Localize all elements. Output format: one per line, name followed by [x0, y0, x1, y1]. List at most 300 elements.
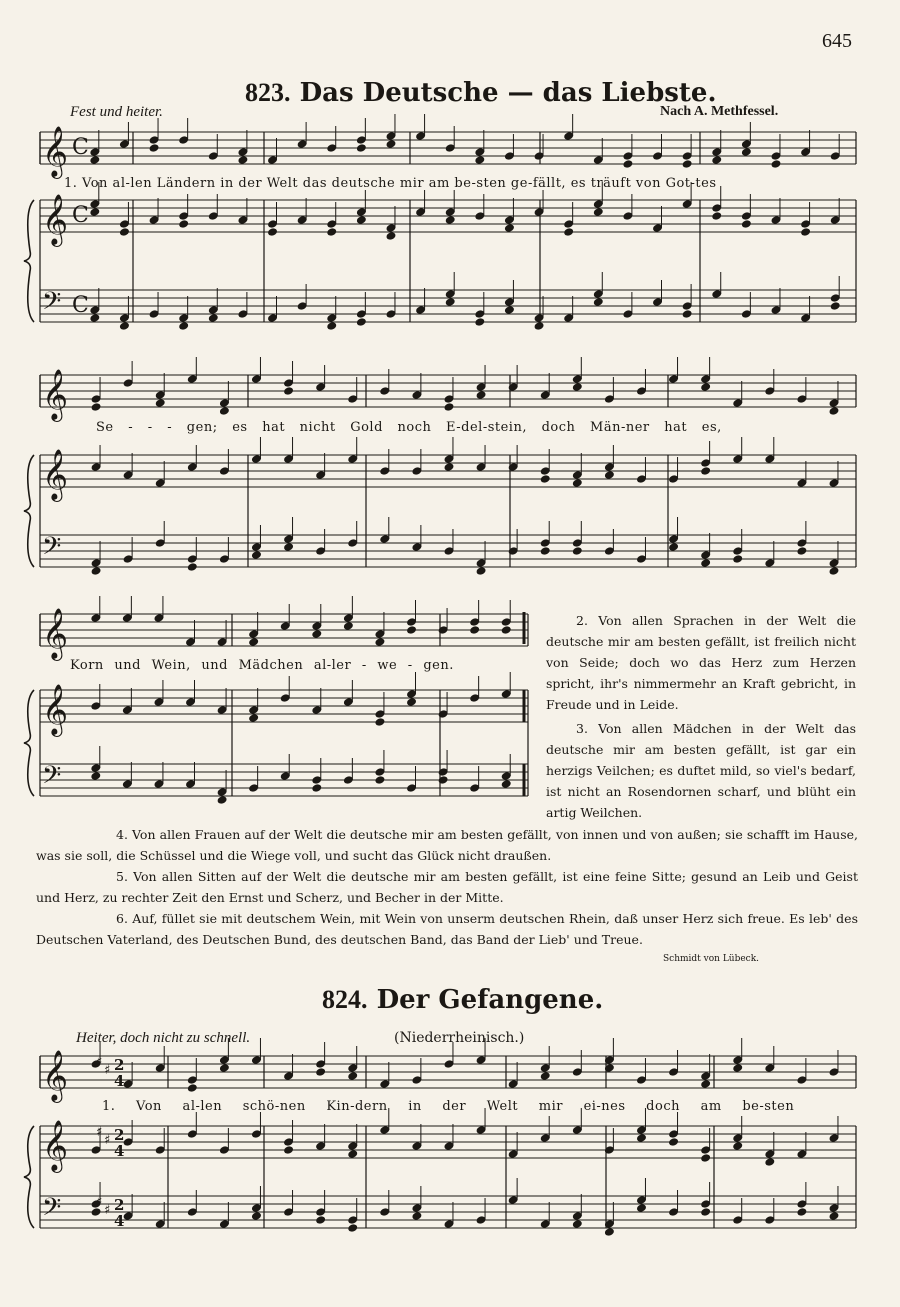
- note: [380, 535, 390, 544]
- note: [829, 1068, 839, 1077]
- note: [534, 152, 544, 161]
- note: [830, 302, 840, 311]
- note: [636, 555, 646, 564]
- note: [636, 1076, 646, 1085]
- note: [504, 152, 514, 161]
- note: [356, 216, 366, 225]
- note: [669, 1208, 679, 1217]
- song-824-lyrics-line-1: 1. Von al-len schö-nen Kin-dern in der Welt mir ei-nes doch am be-sten: [102, 1099, 795, 1114]
- note: [90, 148, 100, 157]
- note: [208, 314, 218, 323]
- note: [187, 1208, 197, 1217]
- note: [123, 1138, 133, 1147]
- note: [829, 559, 839, 568]
- note: [356, 136, 366, 145]
- note: [219, 1056, 229, 1065]
- note: [375, 710, 385, 719]
- note: [187, 375, 197, 384]
- note: [91, 702, 101, 711]
- note: [476, 1216, 486, 1225]
- note: [771, 306, 781, 315]
- note: [572, 539, 582, 548]
- note: [316, 547, 326, 556]
- note: [284, 535, 294, 544]
- note: [219, 1220, 229, 1229]
- note: [712, 156, 722, 165]
- note: [476, 391, 486, 400]
- note: [316, 1142, 326, 1151]
- note: [284, 379, 294, 388]
- note: [386, 310, 396, 319]
- note: [733, 555, 743, 564]
- note: [504, 306, 514, 315]
- note: [348, 395, 358, 404]
- note: [123, 471, 133, 480]
- time-signature-top: 2: [114, 1196, 125, 1214]
- note: [682, 160, 692, 169]
- note: [327, 314, 337, 323]
- note: [238, 216, 248, 225]
- key-signature-sharp: ♯: [96, 1055, 103, 1070]
- note: [476, 1126, 486, 1135]
- note: [249, 638, 259, 647]
- note: [90, 314, 100, 323]
- note: [91, 772, 101, 781]
- bass-clef: 𝄢: [42, 287, 62, 322]
- note: [733, 1134, 743, 1143]
- note: [251, 543, 261, 552]
- note: [765, 387, 775, 396]
- note: [316, 1068, 326, 1077]
- note: [797, 539, 807, 548]
- song-824-tempo: Heiter, doch nicht zu schnell.: [76, 1030, 251, 1046]
- note: [572, 547, 582, 556]
- note: [90, 306, 100, 315]
- note: [348, 1216, 358, 1225]
- note: [238, 156, 248, 165]
- note: [701, 459, 711, 468]
- note: [540, 1064, 550, 1073]
- note: [572, 1068, 582, 1077]
- note: [249, 784, 259, 793]
- note: [297, 216, 307, 225]
- note: [356, 318, 366, 327]
- system-brace: [24, 1126, 34, 1228]
- note: [91, 567, 101, 576]
- note: [830, 294, 840, 303]
- note: [416, 306, 426, 315]
- time-signature-top: 2: [114, 1126, 125, 1144]
- note: [604, 547, 614, 556]
- treble-clef: 𝄞: [42, 369, 69, 420]
- note: [386, 232, 396, 241]
- note: [119, 220, 129, 229]
- note: [179, 322, 189, 331]
- key-signature-sharp: ♯: [104, 1133, 111, 1148]
- note: [284, 543, 294, 552]
- time-signature-common: C: [72, 203, 89, 228]
- note: [540, 391, 550, 400]
- note: [741, 212, 751, 221]
- note: [636, 475, 646, 484]
- note: [375, 718, 385, 727]
- note: [669, 1130, 679, 1139]
- note: [155, 1220, 165, 1229]
- note: [829, 1134, 839, 1143]
- note: [701, 1072, 711, 1081]
- note: [444, 1142, 454, 1151]
- note: [801, 228, 811, 237]
- note: [327, 228, 337, 237]
- song-823-author: Schmidt von Lübeck.: [663, 954, 760, 964]
- note: [348, 1150, 358, 1159]
- note: [386, 224, 396, 233]
- note: [90, 208, 100, 217]
- note: [122, 780, 132, 789]
- note: [356, 310, 366, 319]
- note: [444, 463, 454, 472]
- note: [445, 298, 455, 307]
- note: [701, 1080, 711, 1089]
- note: [348, 539, 358, 548]
- note: [316, 1208, 326, 1217]
- song-823-full-verses: [36, 824, 858, 950]
- note: [604, 463, 614, 472]
- note: [669, 375, 679, 384]
- note: [416, 208, 426, 217]
- note: [765, 455, 775, 464]
- note: [90, 200, 100, 209]
- note: [797, 1200, 807, 1209]
- note: [375, 776, 385, 785]
- note: [701, 375, 711, 384]
- treble-clef: 𝄞: [42, 684, 69, 735]
- time-signature-common: C: [72, 135, 89, 160]
- song-824-number: 824.: [322, 985, 368, 1014]
- note: [187, 1084, 197, 1093]
- note: [444, 1220, 454, 1229]
- note: [155, 539, 165, 548]
- note: [669, 475, 679, 484]
- note: [187, 1130, 197, 1139]
- note: [186, 780, 196, 789]
- note: [412, 1204, 422, 1213]
- note: [343, 622, 353, 631]
- note: [251, 1212, 261, 1221]
- note: [733, 455, 743, 464]
- note: [540, 1134, 550, 1143]
- note: [219, 407, 229, 416]
- note: [771, 160, 781, 169]
- note: [380, 387, 390, 396]
- note: [501, 690, 511, 699]
- note: [412, 1212, 422, 1221]
- note: [733, 547, 743, 556]
- verse-4: 4. Von allen Frauen auf der Welt die deutsche mir am besten gefällt, von innen und von außen; sie schafft im Hause, was sie soll, die Schüssel und die Wiege voll, und sucht das Glück nicht draußen.: [36, 827, 858, 863]
- note: [407, 690, 417, 699]
- note: [219, 555, 229, 564]
- note: [91, 463, 101, 472]
- note: [830, 216, 840, 225]
- note: [268, 220, 278, 229]
- note: [733, 1064, 743, 1073]
- note: [797, 1208, 807, 1217]
- note: [636, 387, 646, 396]
- note: [444, 455, 454, 464]
- note: [91, 614, 101, 623]
- system-brace: [24, 690, 34, 796]
- note: [312, 706, 322, 715]
- note: [771, 216, 781, 225]
- note: [155, 1146, 165, 1155]
- treble-clef: 𝄞: [42, 126, 69, 177]
- note: [90, 156, 100, 165]
- note: [593, 298, 603, 307]
- note: [829, 1204, 839, 1213]
- note: [701, 383, 711, 392]
- note: [765, 559, 775, 568]
- note: [701, 1146, 711, 1155]
- note: [356, 144, 366, 153]
- note: [312, 622, 322, 631]
- song-823-tempo: Fest und heiter.: [70, 104, 163, 120]
- note: [380, 467, 390, 476]
- note: [797, 479, 807, 488]
- note: [375, 768, 385, 777]
- note: [155, 391, 165, 400]
- note: [316, 1060, 326, 1069]
- note: [155, 479, 165, 488]
- note: [119, 228, 129, 237]
- note: [380, 1126, 390, 1135]
- note: [593, 208, 603, 217]
- note: [593, 156, 603, 165]
- key-signature-sharp: ♯: [104, 1203, 111, 1218]
- treble-clef: 𝄞: [42, 608, 69, 659]
- note: [297, 140, 307, 149]
- note: [475, 148, 485, 157]
- note: [701, 1200, 711, 1209]
- note: [348, 455, 358, 464]
- note: [348, 1072, 358, 1081]
- note: [653, 298, 663, 307]
- note: [540, 467, 550, 476]
- time-signature-top: 2: [114, 1056, 125, 1074]
- time-signature-bottom: 4: [114, 1142, 125, 1160]
- note: [501, 772, 511, 781]
- note: [475, 310, 485, 319]
- note: [765, 1150, 775, 1159]
- treble-clef: 𝄞: [42, 194, 69, 245]
- note: [572, 1126, 582, 1135]
- note: [123, 555, 133, 564]
- note: [741, 310, 751, 319]
- note: [208, 152, 218, 161]
- note: [316, 471, 326, 480]
- note: [733, 1056, 743, 1065]
- note: [249, 630, 259, 639]
- note: [636, 1126, 646, 1135]
- note: [380, 1208, 390, 1217]
- note: [829, 1212, 839, 1221]
- song-824-heading: [322, 985, 603, 1015]
- note: [386, 132, 396, 141]
- note: [217, 796, 227, 805]
- bass-clef: 𝄢: [42, 532, 62, 567]
- note: [476, 383, 486, 392]
- note: [797, 395, 807, 404]
- note: [251, 375, 261, 384]
- note: [534, 322, 544, 331]
- note: [187, 463, 197, 472]
- note: [653, 224, 663, 233]
- note: [712, 212, 722, 221]
- note: [219, 467, 229, 476]
- verse-6: 6. Auf, füllet sie mit deutschem Wein, mit Wein von unserm deutschen Rhein, daß unser Herz sich freue. Es leb' des Deutschen Vaterland, des Deutschen Bund, des deutschen Band, das Band der Lieb' und Treue.: [36, 911, 858, 947]
- verse-2: 2. Von allen Sprachen in der Welt die deutsche mir am besten gefällt, ist freilich nicht von Seide; doch wo das Herz zum Herzen spricht, ihr's nimmermehr an Kraft gebricht, in Freude und in Leide.: [546, 613, 856, 712]
- note: [653, 152, 663, 161]
- note: [251, 1056, 261, 1065]
- note: [149, 310, 159, 319]
- note: [623, 152, 633, 161]
- note: [407, 618, 417, 627]
- note: [712, 204, 722, 213]
- note: [179, 136, 189, 145]
- note: [119, 140, 129, 149]
- note: [712, 290, 722, 299]
- note: [572, 1212, 582, 1221]
- verse-3: 3. Von allen Mädchen in der Welt das deutsche mir am besten gefällt, ist gar ein herzigs Veilchen; es duftet mild, so viel's bedarf, ist nicht an Rosendornen scharf, und blüht ein artig Weilchen.: [546, 721, 856, 820]
- note: [829, 399, 839, 408]
- song-823-lyrics-line-1: 1. Von al-len Ländern in der Welt das deutsche mir am be-sten ge-fällt, es träuft von Got-tes: [64, 176, 717, 191]
- note: [343, 614, 353, 623]
- time-signature-bottom: 4: [114, 1212, 125, 1230]
- note: [186, 638, 196, 647]
- note: [476, 1056, 486, 1065]
- note: [348, 1224, 358, 1233]
- note: [444, 547, 454, 556]
- note: [501, 626, 511, 635]
- note: [504, 216, 514, 225]
- note: [155, 1064, 165, 1073]
- note: [280, 694, 290, 703]
- note: [219, 1146, 229, 1155]
- note: [623, 212, 633, 221]
- note: [179, 220, 189, 229]
- note: [386, 140, 396, 149]
- note: [219, 1064, 229, 1073]
- note: [534, 208, 544, 217]
- song-824-origin: (Niederrheinisch.): [394, 1030, 525, 1046]
- note: [801, 314, 811, 323]
- note: [712, 148, 722, 157]
- note: [470, 618, 480, 627]
- note: [508, 1196, 518, 1205]
- note: [801, 148, 811, 157]
- note: [540, 475, 550, 484]
- note: [830, 152, 840, 161]
- note: [829, 479, 839, 488]
- note: [733, 399, 743, 408]
- note: [187, 1076, 197, 1085]
- note: [572, 375, 582, 384]
- note: [475, 156, 485, 165]
- note: [444, 1060, 454, 1069]
- song-823-lyrics-line-3: Korn und Wein, und Mädchen al-ler - we - gen.: [70, 658, 454, 673]
- note: [208, 212, 218, 221]
- note: [470, 626, 480, 635]
- key-signature-sharp: ♯: [96, 1195, 103, 1210]
- verse-5: 5. Von allen Sitten auf der Welt die deutsche mir am besten gefällt, ist eine feine Sitte; gesund an Leib und Geist und Herz, zu rechter Zeit den Ernst und Scherz, und Becher in der Mitte.: [36, 869, 858, 905]
- note: [445, 144, 455, 153]
- note: [669, 543, 679, 552]
- note: [412, 467, 422, 476]
- note: [187, 563, 197, 572]
- bass-clef: 𝄢: [42, 1193, 62, 1228]
- note: [284, 1072, 294, 1081]
- note: [797, 1076, 807, 1085]
- note: [444, 395, 454, 404]
- note: [149, 144, 159, 153]
- note: [251, 1130, 261, 1139]
- note: [470, 694, 480, 703]
- note: [412, 391, 422, 400]
- note: [284, 1146, 294, 1155]
- note: [238, 310, 248, 319]
- note: [208, 306, 218, 315]
- note: [741, 220, 751, 229]
- note: [636, 1196, 646, 1205]
- note: [501, 618, 511, 627]
- note: [327, 322, 337, 331]
- note: [123, 379, 133, 388]
- note: [316, 1216, 326, 1225]
- note: [268, 314, 278, 323]
- note: [701, 467, 711, 476]
- note: [268, 156, 278, 165]
- note: [343, 698, 353, 707]
- note: [280, 772, 290, 781]
- note: [534, 314, 544, 323]
- song-823-number: 823.: [245, 78, 291, 107]
- note: [238, 148, 248, 157]
- note: [312, 784, 322, 793]
- note: [219, 399, 229, 408]
- note: [154, 780, 164, 789]
- bass-clef: 𝄢: [42, 761, 62, 796]
- note: [604, 395, 614, 404]
- note: [801, 220, 811, 229]
- note: [669, 1138, 679, 1147]
- note: [508, 1080, 518, 1089]
- note: [623, 310, 633, 319]
- note: [407, 784, 417, 793]
- note: [327, 144, 337, 153]
- note: [504, 224, 514, 233]
- note: [445, 216, 455, 225]
- note: [91, 403, 101, 412]
- note: [797, 1150, 807, 1159]
- note: [348, 1142, 358, 1151]
- note: [701, 1154, 711, 1163]
- note: [280, 622, 290, 631]
- note: [375, 630, 385, 639]
- note: [540, 1072, 550, 1081]
- note: [412, 1076, 422, 1085]
- note: [765, 1158, 775, 1167]
- note: [375, 638, 385, 647]
- note: [475, 212, 485, 221]
